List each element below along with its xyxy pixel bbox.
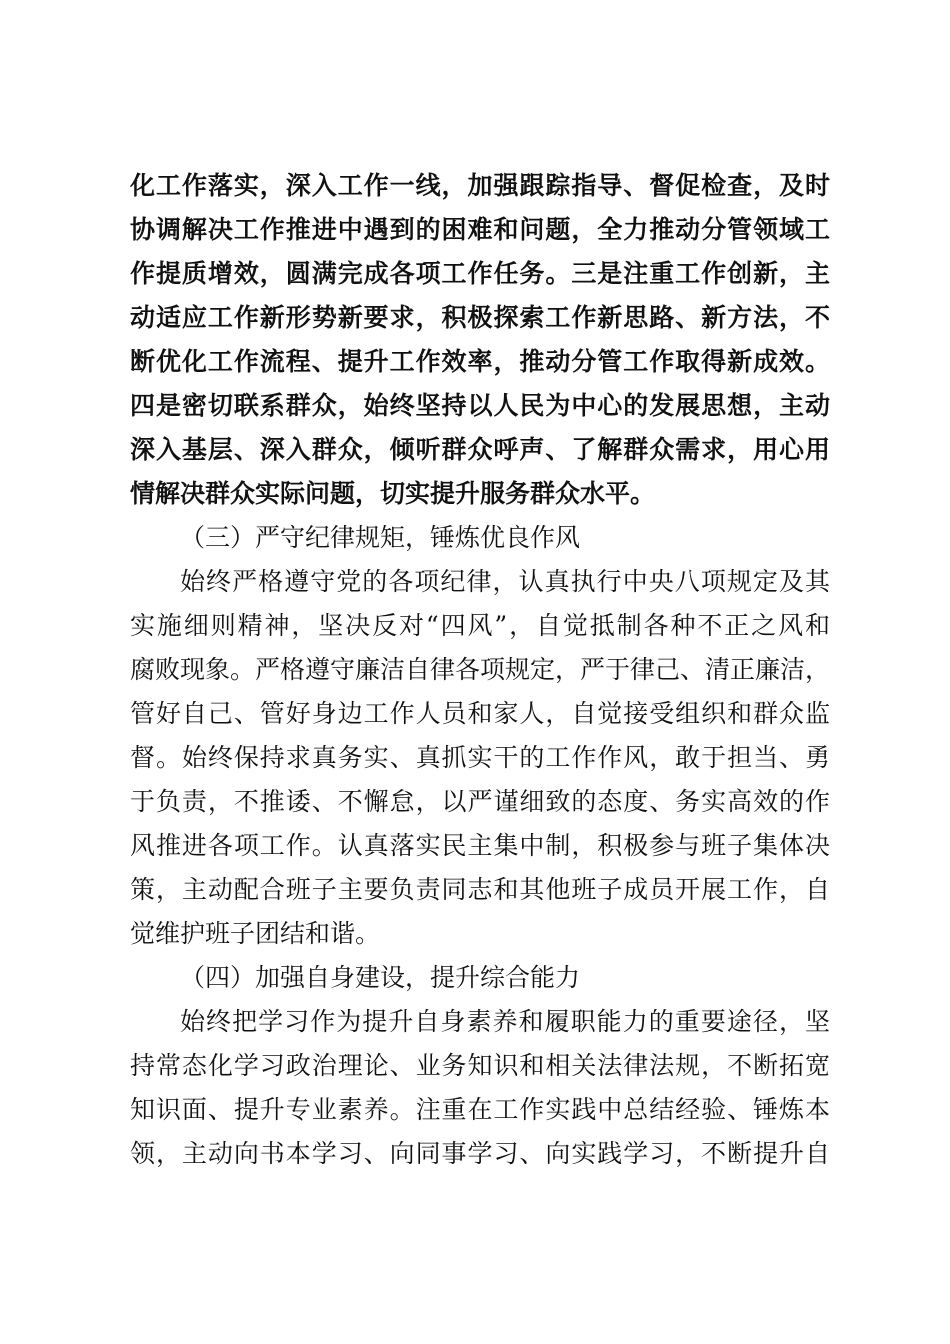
paragraph-line: 督。始终保持求真务实、真抓实干的工作作风，敢于担当、勇 [130,743,830,772]
paragraph-line: 管好自己、管好身边工作人员和家人，自觉接受组织和群众监 [130,699,830,728]
paragraph-line: 始终把学习作为提升自身素养和履职能力的重要途径，坚 [180,1007,830,1036]
paragraph-line: 协调解决工作推进中遇到的困难和问题，全力推动分管领域工 [130,215,830,244]
paragraph-line: 作提质增效，圆满完成各项工作任务。三是注重工作创新，主 [130,259,830,288]
paragraph-line: 实施细则精神，坚决反对“四风”，自觉抵制各种不正之风和 [130,611,830,640]
paragraph-line: 觉维护班子团结和谐。 [130,919,381,948]
paragraph-line: 知识面、提升专业素养。注重在工作实践中总结经验、锤炼本 [130,1095,830,1124]
paragraph-line: 断优化工作流程、提升工作效率，推动分管工作取得新成效。 [130,347,830,376]
paragraph-line: 四是密切联系群众，始终坚持以人民为中心的发展思想，主动 [130,391,830,420]
paragraph-line: 于负责，不推诿、不懈怠，以严谨细致的态度、务实高效的作 [130,787,830,816]
paragraph-line: 化工作落实，深入工作一线，加强跟踪指导、督促检查，及时 [130,171,830,200]
paragraph-line: 领，主动向书本学习、向同事学习、向实践学习，不断提升自 [130,1139,830,1168]
paragraph-line: 策，主动配合班子主要负责同志和其他班子成员开展工作，自 [130,875,830,904]
paragraph-line: 深入基层、深入群众，倾听群众呼声、了解群众需求，用心用 [130,435,830,464]
paragraph-line: 持常态化学习政治理论、业务知识和相关法律法规，不断拓宽 [130,1051,830,1080]
section-heading-4: （四）加强自身建设，提升综合能力 [180,963,581,992]
paragraph-line: 腐败现象。严格遵守廉洁自律各项规定，严于律己、清正廉洁， [130,655,830,684]
paragraph-line: 动适应工作新形势新要求，积极探索工作新思路、新方法，不 [130,303,830,332]
section-heading-3: （三）严守纪律规矩，锤炼优良作风 [180,523,581,552]
paragraph-line: 始终严格遵守党的各项纪律，认真执行中央八项规定及其 [180,567,830,596]
paragraph-line: 风推进各项工作。认真落实民主集中制，积极参与班子集体决 [130,831,830,860]
paragraph-line: 情解决群众实际问题，切实提升服务群众水平。 [130,479,656,508]
